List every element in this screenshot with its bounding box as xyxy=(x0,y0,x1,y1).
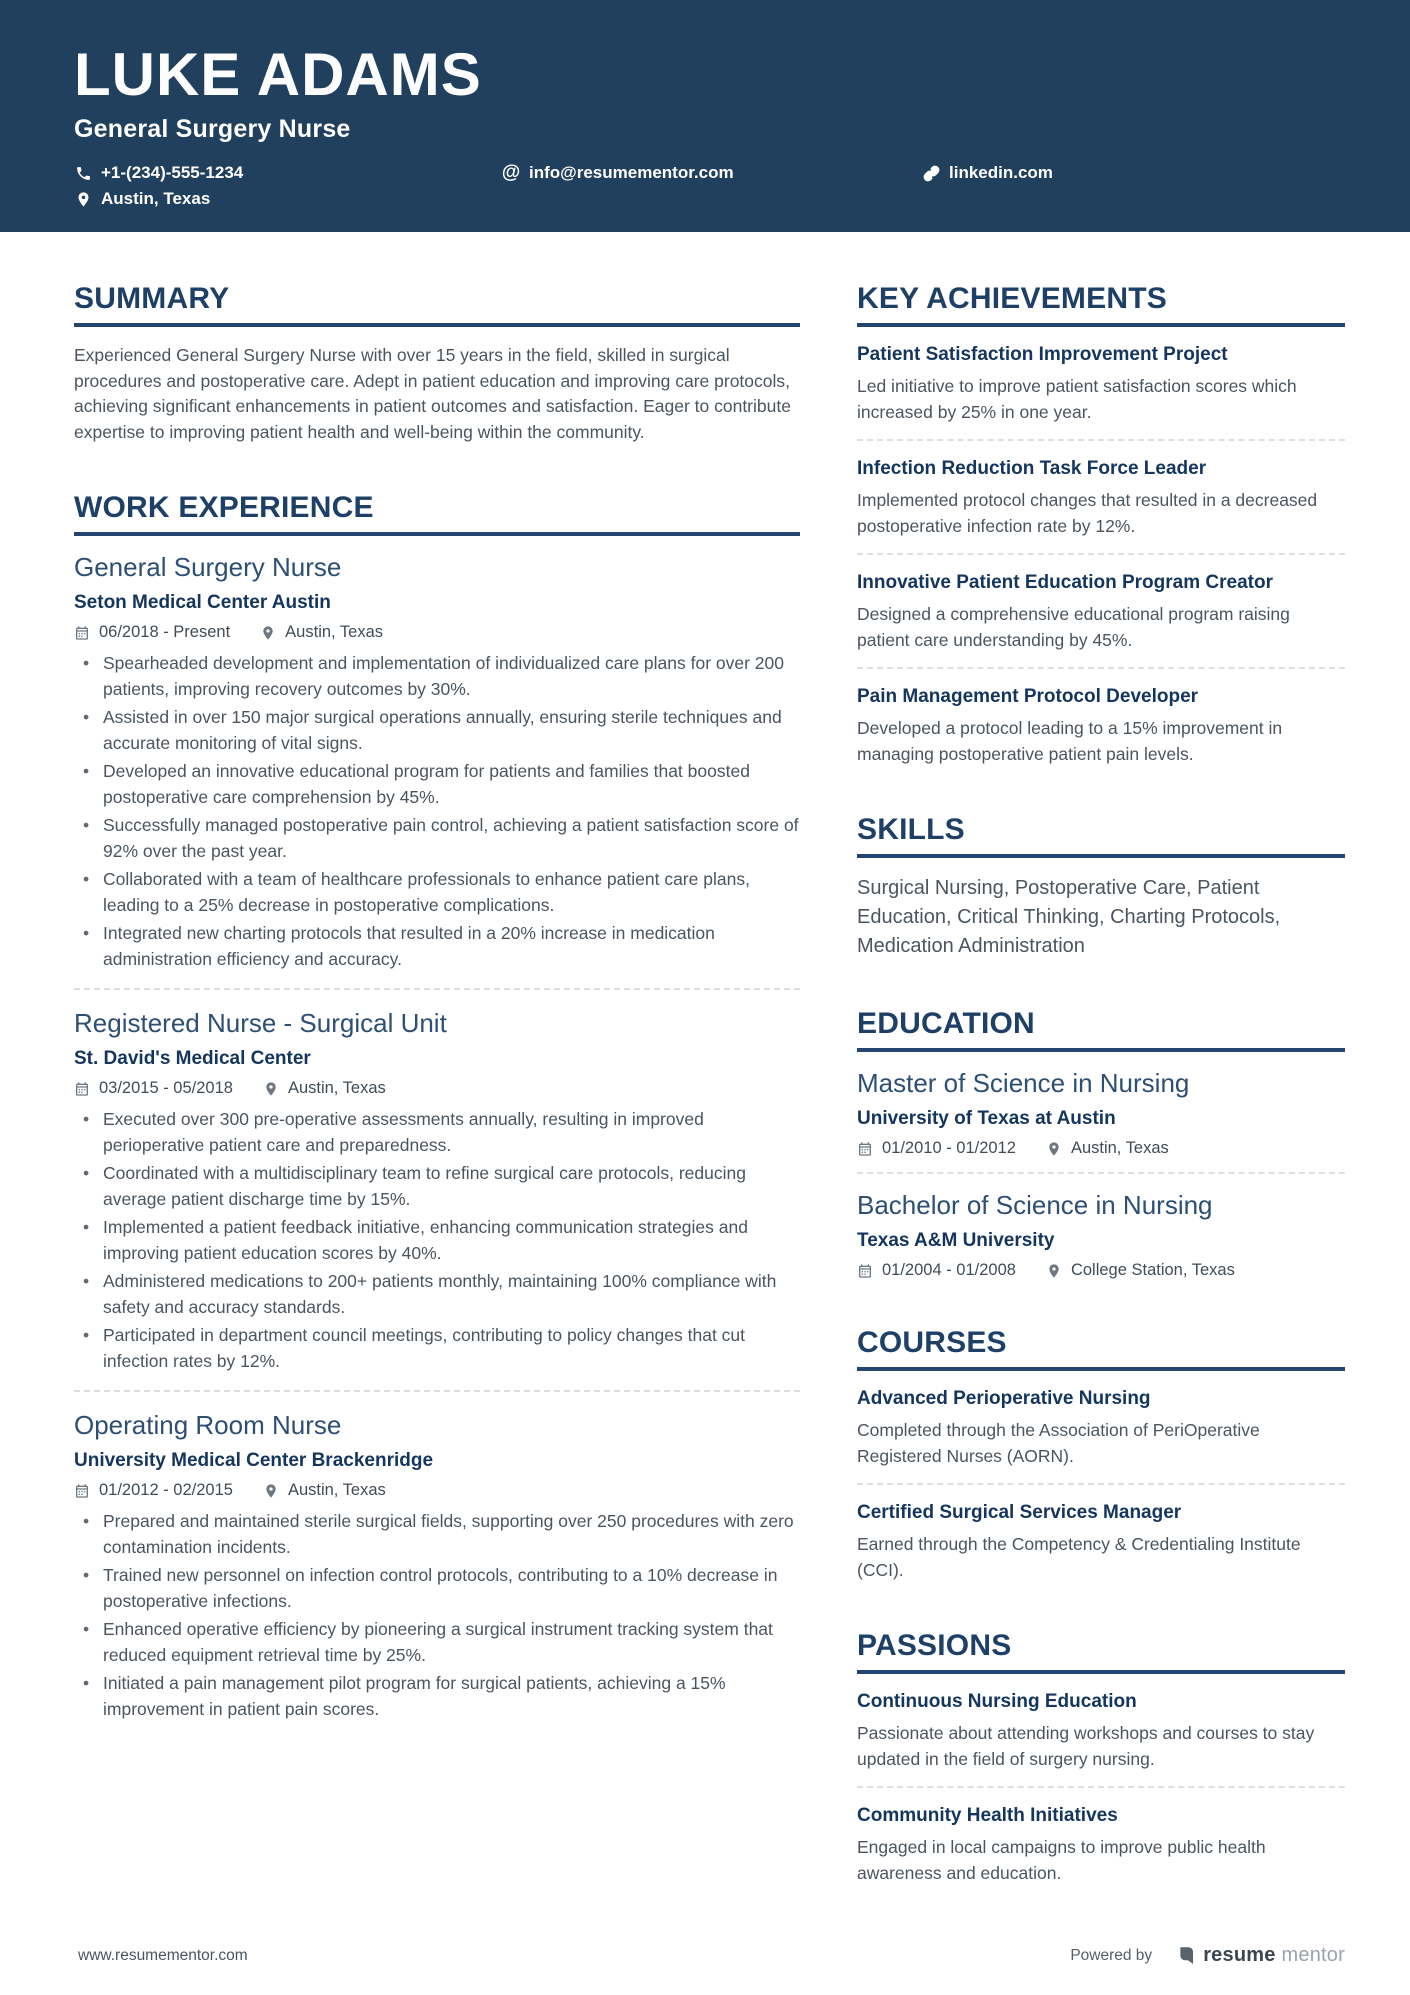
achievement-item xyxy=(857,685,1345,767)
work-experience-section-title: WORK EXPERIENCE xyxy=(74,491,800,536)
date-range: 01/2004 - 01/2008 xyxy=(857,1261,1016,1280)
job-entry-meta xyxy=(74,623,800,642)
job-entry-title: General Surgery Nurse xyxy=(74,552,342,582)
courses-section-title: COURSES xyxy=(857,1326,1345,1371)
contact-row-2 xyxy=(74,186,1345,212)
summary-text: Experienced General Surgery Nurse with over 15 years in the field, skilled in surgical procedures and postoperative care. Adept in patient education and improving care protocols, achieving significant enhancements in patient outcomes and satisfaction. Eager to contribute expertise to improving patient health and well-being within the community. xyxy=(74,345,791,442)
phone-contact xyxy=(74,163,502,183)
achievement-item xyxy=(857,457,1345,539)
passion-text: Engaged in local campaigns to improve public health awareness and education. xyxy=(857,1837,1266,1883)
job-bullet-list xyxy=(74,1509,800,1722)
location-pin-icon xyxy=(1046,1141,1062,1157)
page-footer xyxy=(78,1944,1345,1967)
job-entry xyxy=(74,1008,800,1374)
location-text: Austin, Texas xyxy=(101,189,211,208)
achievement-heading: Patient Satisfaction Improvement Project xyxy=(857,344,1228,365)
email-contact[interactable] xyxy=(502,163,922,183)
location-pin-icon xyxy=(1046,1263,1062,1279)
resumementor-logo xyxy=(1176,1944,1345,1967)
work-experience-section xyxy=(74,491,800,1722)
summary-section xyxy=(74,282,800,445)
course-item xyxy=(857,1501,1345,1583)
bullet-item: • Developed an innovative educational program for patients and families that boosted postoperative care comprehension by 45%. xyxy=(74,759,800,810)
resumementor-logo-icon xyxy=(1176,1945,1197,1966)
resume-header xyxy=(0,0,1410,232)
skills-text: Surgical Nursing, Postoperative Care, Patient Education, Critical Thinking, Charting Protocols, Medication Administration xyxy=(857,877,1281,957)
job-location: Austin, Texas xyxy=(263,1481,386,1500)
job-entry-company: University Medical Center Brackenridge xyxy=(74,1450,434,1471)
degree-entry xyxy=(857,1190,1345,1280)
dashed-divider xyxy=(857,439,1345,441)
achievement-heading: Infection Reduction Task Force Leader xyxy=(857,458,1207,479)
job-entry-meta xyxy=(74,1481,800,1500)
date-range: 01/2010 - 01/2012 xyxy=(857,1139,1016,1158)
degree-title: Master of Science in Nursing xyxy=(857,1068,1190,1098)
achievement-heading: Pain Management Protocol Developer xyxy=(857,686,1199,707)
bullet-item: • Collaborated with a team of healthcare professionals to enhance patient care plans, leading to a 25% decrease in postoperative complications. xyxy=(74,867,800,918)
date-range: 01/2012 - 02/2015 xyxy=(74,1481,233,1500)
achievement-text: Designed a comprehensive educational program raising patient care understanding by 45%. xyxy=(857,604,1290,650)
calendar-icon xyxy=(857,1263,873,1279)
school-location: Austin, Texas xyxy=(1046,1139,1169,1158)
course-heading: Advanced Perioperative Nursing xyxy=(857,1388,1151,1409)
bullet-item: • Trained new personnel on infection control protocols, contributing to a 10% decrease in postoperative infections. xyxy=(74,1563,800,1614)
logo-text-bold: resume xyxy=(1203,1944,1276,1966)
bullet-item: • Participated in department council meetings, contributing to policy changes that cut infection rates by 12%. xyxy=(74,1323,800,1374)
location-contact xyxy=(74,189,210,209)
passion-item xyxy=(857,1804,1345,1886)
achievement-text: Implemented protocol changes that resulted in a decreased postoperative infection rate by 12%. xyxy=(857,490,1318,536)
courses-section xyxy=(857,1326,1345,1583)
job-entry-title: Registered Nurse - Surgical Unit xyxy=(74,1008,447,1038)
key-achievements-section xyxy=(857,282,1345,767)
skills-section-title: SKILLS xyxy=(857,813,1345,858)
at-icon: @ xyxy=(501,162,521,183)
powered-by xyxy=(1070,1944,1345,1967)
education-section-title: EDUCATION xyxy=(857,1007,1345,1052)
job-entry xyxy=(74,1410,800,1722)
passion-heading: Continuous Nursing Education xyxy=(857,1691,1137,1712)
achievement-text: Led initiative to improve patient satisfaction scores which increased by 25% in one year. xyxy=(857,376,1297,422)
education-section xyxy=(857,1007,1345,1280)
achievement-heading: Innovative Patient Education Program Creator xyxy=(857,572,1273,593)
left-column xyxy=(74,282,800,1886)
job-entry-company: Seton Medical Center Austin xyxy=(74,592,331,613)
link-icon xyxy=(922,164,940,182)
bullet-item: • Implemented a patient feedback initiative, enhancing communication strategies and improving patient education scores by 40%. xyxy=(74,1215,800,1266)
passions-section xyxy=(857,1629,1345,1886)
dashed-divider xyxy=(74,1390,800,1392)
location-pin-icon xyxy=(260,625,276,641)
calendar-icon xyxy=(74,1483,90,1499)
bullet-item: • Administered medications to 200+ patients monthly, maintaining 100% compliance with safety and accuracy standards. xyxy=(74,1269,800,1320)
job-location: Austin, Texas xyxy=(263,1079,386,1098)
school-name: Texas A&M University xyxy=(857,1230,1055,1251)
course-heading: Certified Surgical Services Manager xyxy=(857,1502,1182,1523)
contact-rows xyxy=(74,160,1345,212)
passion-text: Passionate about attending workshops and courses to stay updated in the field of surgery nursing. xyxy=(857,1723,1315,1769)
calendar-icon xyxy=(74,625,90,641)
bullet-item: • Spearheaded development and implementation of individualized care plans for over 200 patients, improving recovery outcomes by 30%. xyxy=(74,651,800,702)
bullet-item: • Prepared and maintained sterile surgical fields, supporting over 250 procedures with zero contamination incidents. xyxy=(74,1509,800,1560)
logo-text-light: mentor xyxy=(1281,1944,1345,1966)
location-pin-icon xyxy=(74,190,92,208)
job-entry-company: St. David's Medical Center xyxy=(74,1048,311,1069)
achievement-item xyxy=(857,343,1345,425)
achievement-text: Developed a protocol leading to a 15% improvement in managing postoperative patient pain levels. xyxy=(857,718,1283,764)
dashed-divider xyxy=(857,1172,1345,1174)
job-bullet-list xyxy=(74,1107,800,1374)
degree-meta xyxy=(857,1261,1345,1280)
passion-item xyxy=(857,1690,1345,1772)
powered-by-label: Powered by xyxy=(1070,1946,1153,1964)
degree-title: Bachelor of Science in Nursing xyxy=(857,1190,1213,1220)
dashed-divider xyxy=(857,1786,1345,1788)
job-location: Austin, Texas xyxy=(260,623,383,642)
date-range: 06/2018 - Present xyxy=(74,623,230,642)
school-name: University of Texas at Austin xyxy=(857,1108,1116,1129)
passion-heading: Community Health Initiatives xyxy=(857,1805,1118,1826)
degree-meta xyxy=(857,1139,1345,1158)
bullet-item: • Assisted in over 150 major surgical operations annually, ensuring sterile techniques and accurate monitoring of vital signs. xyxy=(74,705,800,756)
dashed-divider xyxy=(857,553,1345,555)
dashed-divider xyxy=(857,1483,1345,1485)
linkedin-contact[interactable] xyxy=(922,163,1053,183)
course-text: Earned through the Competency & Credentialing Institute (CCI). xyxy=(857,1534,1301,1580)
bullet-item: • Enhanced operative efficiency by pioneering a surgical instrument tracking system that reduced equipment retrieval time by 25%. xyxy=(74,1617,800,1668)
resume-body xyxy=(0,282,1410,1886)
bullet-item: • Executed over 300 pre-operative assessments annually, resulting in improved perioperative patient care and preparedness. xyxy=(74,1107,800,1158)
job-entry-title: Operating Room Nurse xyxy=(74,1410,342,1440)
calendar-icon xyxy=(74,1081,90,1097)
phone-number: +1-(234)-555-1234 xyxy=(101,163,244,182)
summary-section-title: SUMMARY xyxy=(74,282,800,327)
bullet-item: • Successfully managed postoperative pain control, achieving a patient satisfaction score of 92% over the past year. xyxy=(74,813,800,864)
contact-row-1 xyxy=(74,160,1345,186)
degree-entry xyxy=(857,1068,1345,1158)
school-location: College Station, Texas xyxy=(1046,1261,1235,1280)
phone-icon xyxy=(74,164,92,182)
bullet-item: • Initiated a pain management pilot program for surgical patients, achieving a 15% improvement in patient pain scores. xyxy=(74,1671,800,1722)
linkedin-url[interactable]: linkedin.com xyxy=(949,163,1053,182)
bullet-item: • Coordinated with a multidisciplinary team to refine surgical care protocols, reducing average patient discharge time by 15%. xyxy=(74,1161,800,1212)
job-bullet-list xyxy=(74,651,800,972)
person-name: LUKE ADAMS xyxy=(74,41,482,108)
key-achievements-section-title: KEY ACHIEVEMENTS xyxy=(857,282,1345,327)
passions-section-title: PASSIONS xyxy=(857,1629,1345,1674)
calendar-icon xyxy=(857,1141,873,1157)
job-entry-meta xyxy=(74,1079,800,1098)
bullet-item: • Integrated new charting protocols that resulted in a 20% increase in medication administration efficiency and accuracy. xyxy=(74,921,800,972)
skills-section xyxy=(857,813,1345,961)
location-pin-icon xyxy=(263,1483,279,1499)
course-item xyxy=(857,1387,1345,1469)
date-range: 03/2015 - 05/2018 xyxy=(74,1079,233,1098)
email-address[interactable]: info@resumementor.com xyxy=(529,163,734,182)
course-text: Completed through the Association of PeriOperative Registered Nurses (AORN). xyxy=(857,1420,1260,1466)
dashed-divider xyxy=(74,988,800,990)
dashed-divider xyxy=(857,667,1345,669)
person-job-title: General Surgery Nurse xyxy=(74,115,351,143)
footer-site-url[interactable]: www.resumementor.com xyxy=(78,1946,248,1964)
right-column xyxy=(857,282,1345,1886)
job-entry xyxy=(74,552,800,972)
location-pin-icon xyxy=(263,1081,279,1097)
achievement-item xyxy=(857,571,1345,653)
